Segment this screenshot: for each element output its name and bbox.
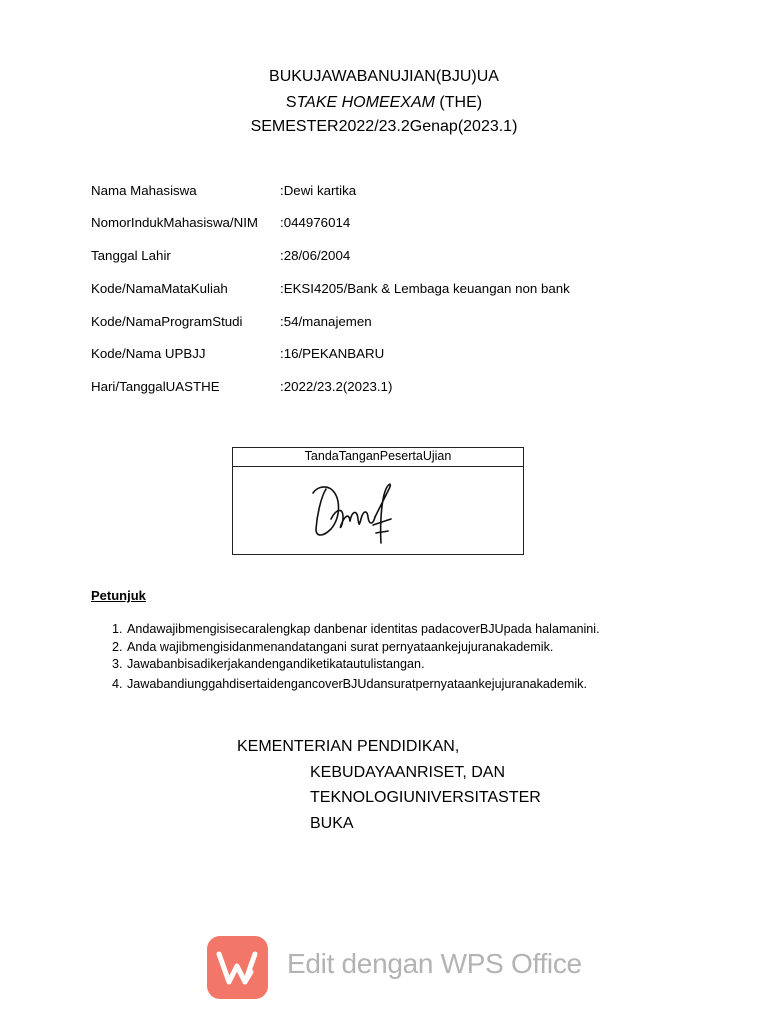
identity-label: Kode/Nama UPBJJ <box>91 346 206 361</box>
instruction-text: JawabandiunggahdisertaidengancoverBJUdansuratpernyataankejujuranakademik. <box>127 677 587 691</box>
signature-title: TandaTanganPesertaUjian <box>233 448 523 467</box>
instruction-number: 2. <box>112 640 123 654</box>
identity-value: :28/06/2004 <box>280 248 351 263</box>
header-subtitle-prefix: S <box>285 94 297 111</box>
handwritten-signature <box>233 467 523 554</box>
wps-logo-icon <box>207 936 268 999</box>
instruction-text: Anda wajibmengisidanmenandatangani surat pernyataankejujuranakademik. <box>127 640 554 654</box>
wps-logo-glyph <box>207 936 268 999</box>
instruction-item <box>112 657 425 671</box>
instruction-item <box>112 677 587 691</box>
wps-watermark-text: Edit dengan WPS Office <box>287 948 582 979</box>
identity-value: :16/PEKANBARU <box>280 346 385 361</box>
identity-value: :EKSI4205/Bank & Lembaga keuangan non bank <box>280 281 570 296</box>
identity-label: Kode/NamaMataKuliah <box>91 281 228 296</box>
header-subtitle <box>0 94 768 112</box>
identity-value: :54/manajemen <box>280 314 372 329</box>
ministry-line-3: TEKNOLOGIUNIVERSITASTER <box>310 789 541 806</box>
identity-value: :2022/23.2(2023.1) <box>280 379 393 394</box>
identity-value: :Dewi kartika <box>280 183 357 198</box>
identity-label: Kode/NamaProgramStudi <box>91 314 243 329</box>
instruction-text: Andawajibmengisisecaralengkap danbenar identitas padacoverBJUpada halamanini. <box>127 622 600 636</box>
instructions-heading: Petunjuk <box>91 588 146 603</box>
instruction-item <box>112 622 600 636</box>
identity-label: NomorIndukMahasiswa/NIM <box>91 215 259 230</box>
instruction-number: 4. <box>112 677 123 691</box>
wps-watermark <box>207 936 587 1000</box>
instruction-number: 1. <box>112 622 123 636</box>
ministry-line-2: KEBUDAYAANRISET, DAN <box>310 764 506 781</box>
ministry-line-4: BUKA <box>310 815 354 832</box>
identity-label: Tanggal Lahir <box>91 248 171 263</box>
header-title: BUKUJAWABANUJIAN(BJU)UA <box>269 68 499 85</box>
identity-label: Hari/TanggalUASTHE <box>91 379 220 394</box>
header-subtitle-italic: TAKE HOMEEXAM <box>296 94 435 111</box>
header-semester: SEMESTER2022/23.2Genap(2023.1) <box>250 118 518 135</box>
signature-box <box>232 447 524 555</box>
instruction-item <box>112 640 553 654</box>
ministry-line-1: KEMENTERIAN PENDIDIKAN, <box>237 738 460 755</box>
header-subtitle-suffix: (THE) <box>434 94 483 111</box>
instruction-number: 3. <box>112 657 123 671</box>
instruction-text: Jawabanbisadikerjakandengandiketikatautulistangan. <box>127 657 425 671</box>
identity-label: Nama Mahasiswa <box>91 183 197 198</box>
identity-value: :044976014 <box>280 215 351 230</box>
